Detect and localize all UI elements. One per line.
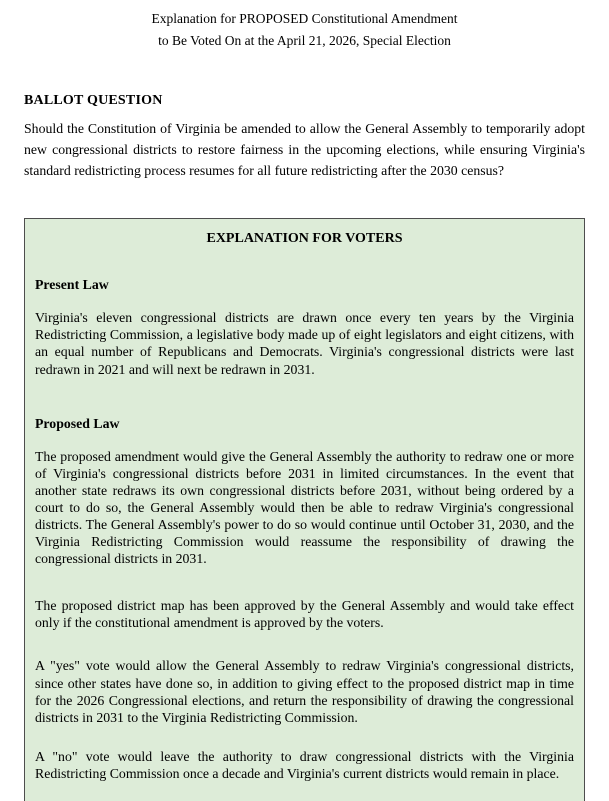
present-law-text: Virginia's eleven congressional districts are drawn once every ten years by the Virginia Redistricting Commission, a legislative body made up of eight legislators and eight citizens, with an equal number of Republicans and Democrats. Virginia's congressional districts were last redrawn in 2021 and will next be redrawn in 2031. — [35, 310, 574, 377]
ballot-question-text: Should the Constitution of Virginia be amended to allow the General Assembly to temporarily adopt new congressional districts to restore fairness in the upcoming elections, while ensuring Virginia's standard redistricting process resumes for all future redistricting after the 2030 census? — [24, 121, 585, 178]
proposed-law-heading: Proposed Law — [35, 415, 120, 431]
document-title — [24, 8, 585, 51]
document-title-line2: to Be Voted On at the April 21, 2026, Special Election — [158, 32, 451, 48]
district-map-text: The proposed district map has been approved by the General Assembly and would take effect only if the constitutional amendment is approved by the voters. — [35, 598, 574, 631]
no-vote-text: A "no" vote would leave the authority to draw congressional districts with the Virginia Redistricting Commission once a decade and Virginia's current districts would remain in place. — [35, 748, 574, 781]
present-law-heading: Present Law — [35, 277, 109, 293]
ballot-question-heading: BALLOT QUESTION — [24, 93, 163, 109]
proposed-law-text: The proposed amendment would give the General Assembly the authority to redraw one or more of Virginia's congressional districts before 2031 in limited circumstances. In the event that another state redraws its own congressional districts before 2031, without being ordered by a court to do so, the General Assembly would then be able to redraw Virginia's congressional districts. The General Assembly's power to do so would continue until October 31, 2030, and the Virginia Redistricting Commission would reassume the responsibility of drawing the congressional districts in 2031. — [35, 448, 574, 567]
document-title-line1: Explanation for PROPOSED Constitutional Amendment — [151, 11, 458, 26]
explanation-box — [24, 218, 585, 801]
yes-vote-text: A "yes" vote would allow the General Assembly to redraw Virginia's congressional districts, since other states have done so, in addition to giving effect to the proposed district map in time for the 2026 Congressional elections, and return the responsibility of drawing the congressional districts in 2031 to the Virginia Redistricting Commission. — [35, 658, 574, 725]
explanation-box-heading: EXPLANATION FOR VOTERS — [206, 231, 403, 247]
